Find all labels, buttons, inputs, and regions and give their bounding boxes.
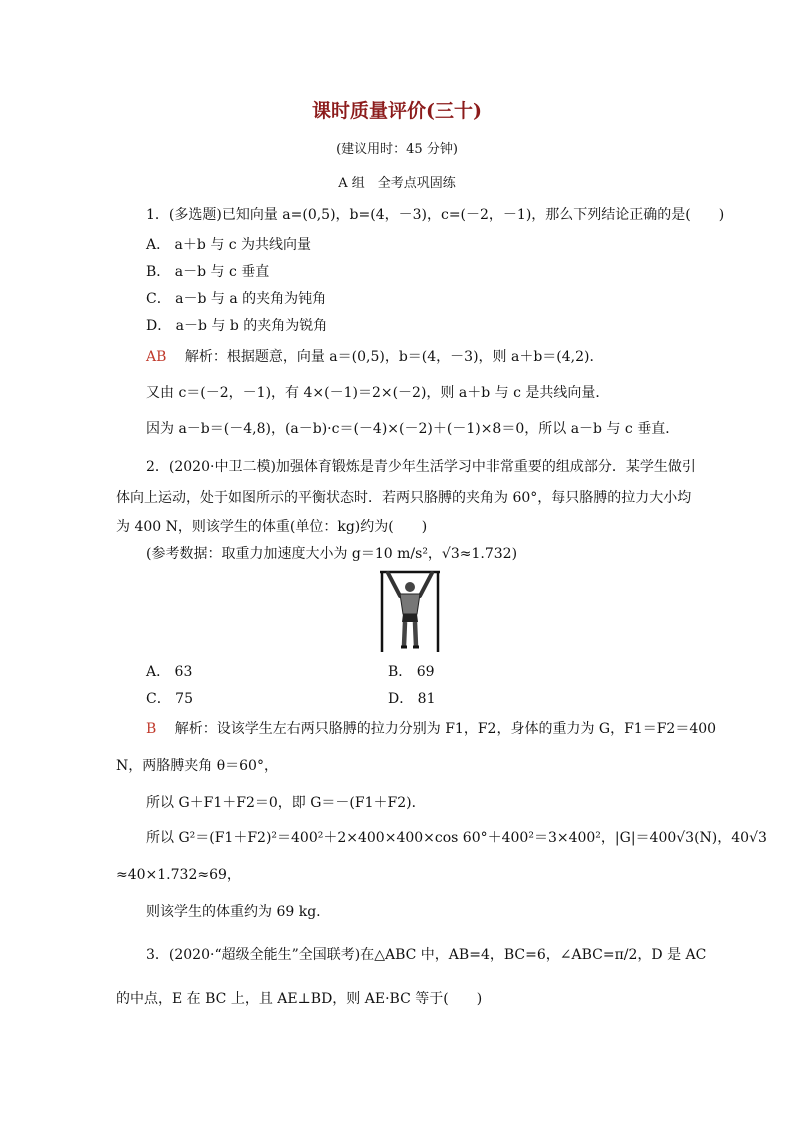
q2-answer: B	[146, 721, 157, 737]
q1-option-a: A． a＋b 与 c 为共线向量	[146, 237, 312, 253]
q2-stem-line1: 2．(2020·中卫二模)加强体育锻炼是青少年生活学习中非常重要的组成部分．某学生做引	[146, 459, 696, 475]
q1-solution-line3: 因为 a－b＝(－4,8)，(a－b)·c＝(－4)×(－2)＋(－1)×8＝0，所以 a－b 与 c 垂直．	[146, 421, 680, 437]
group-heading: A 组 全考点巩固练	[338, 176, 456, 191]
q2-solution-line5: ≈40×1.732≈69，	[116, 867, 241, 883]
q2-solution-text: 解析：设该学生左右两只胳膊的拉力分别为 F1，F2，身体的重力为 G，F1＝F2＝400	[174, 721, 717, 737]
q1-solution-line2: 又由 c＝(－2，－1)，有 4×(－1)＝2×(－2)，则 a＋b 与 c 是共线向量．	[146, 385, 610, 401]
q2-solution-line2: N，两胳膊夹角 θ＝60°，	[116, 758, 278, 774]
q2-option-c: C． 75	[146, 691, 193, 707]
q2-stem-line2: 体向上运动，处于如图所示的平衡状态时．若两只胳膊的夹角为 60°，每只胳膊的拉力大小均	[116, 490, 692, 506]
q1-option-c: C． a－b 与 a 的夹角为钝角	[146, 291, 327, 307]
q2-solution-line3: 所以 G＋F1＋F2＝0，即 G＝－(F1＋F2)．	[146, 795, 426, 811]
q2-solution-line6: 则该学生的体重约为 69 kg.	[146, 904, 321, 920]
q1-solution-line1	[146, 346, 604, 366]
q2-option-b: B． 69	[388, 664, 435, 680]
q1-option-b: B． a－b 与 c 垂直	[146, 264, 270, 280]
q2-stem-line3: 为 400 N，则该学生的体重(单位：kg)约为( )	[116, 519, 428, 535]
q3-stem-line2: 的中点，E 在 BC 上，且 AE⊥BD，则 AE·BC 等于( )	[116, 991, 483, 1007]
q2-option-d: D． 81	[388, 691, 436, 707]
q2-solution-line1	[146, 718, 716, 738]
suggested-time: (建议用时：45 分钟)	[336, 142, 458, 157]
q1-solution-text: 解析：根据题意，向量 a＝(0,5)，b＝(4，－3)，则 a＋b＝(4,2)．	[184, 349, 604, 365]
q1-stem: 1．(多选题)已知向量 a=(0,5)，b=(4，－3)，c=(－2，－1)，那么下列结论正确的是( )	[146, 207, 725, 223]
pull-up-figure	[376, 566, 444, 652]
page-title: 课时质量评价(三十)	[312, 100, 482, 122]
q2-reference-data: (参考数据：取重力加速度大小为 g＝10 m/s²，√3≈1.732)	[146, 546, 518, 562]
q2-option-a: A． 63	[146, 664, 193, 680]
q2-solution-line4: 所以 G²＝(F1＋F2)²＝400²＋2×400×400×cos 60°＋400²＝3×400²，|G|＝400√3(N)，40√3	[146, 830, 767, 846]
q3-stem-line1: 3．(2020·“超级全能生”全国联考)在△ABC 中，AB=4，BC=6，∠ABC=π/2，D 是 AC	[146, 947, 707, 963]
q1-option-d: D． a－b 与 b 的夹角为锐角	[146, 318, 328, 334]
q1-answer: AB	[146, 349, 167, 365]
